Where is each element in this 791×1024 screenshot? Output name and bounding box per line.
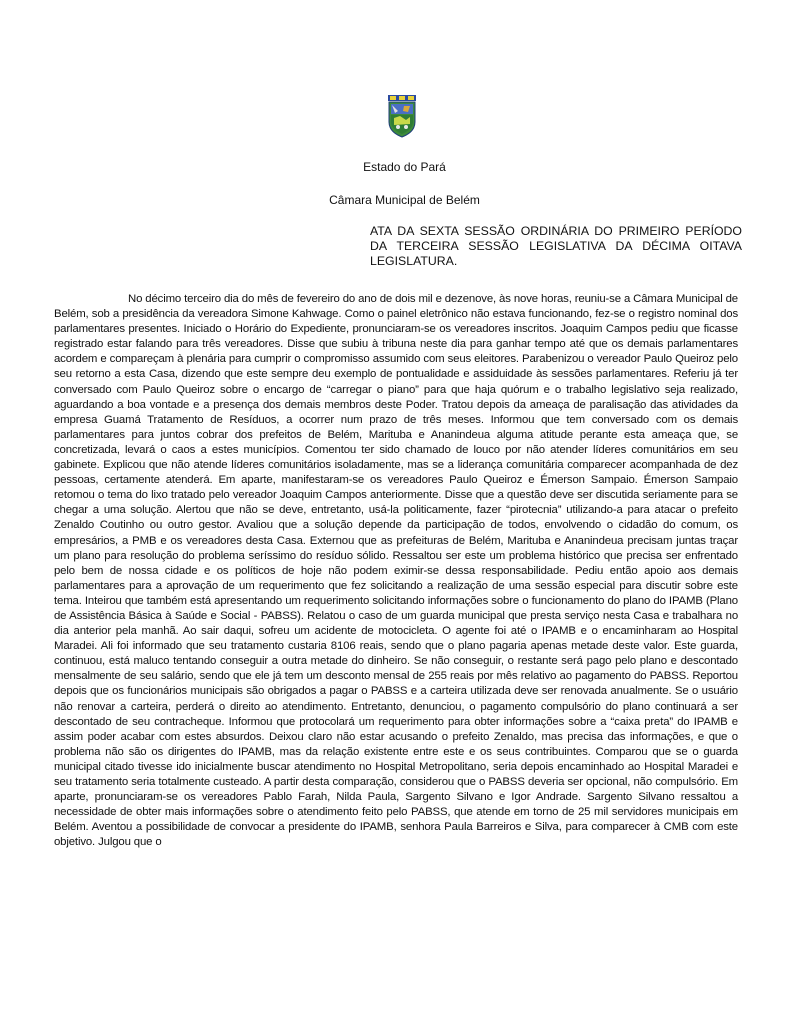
chamber-name: Câmara Municipal de Belém bbox=[329, 193, 480, 207]
document-title: ATA DA SEXTA SESSÃO ORDINÁRIA DO PRIMEIRO PERÍODO DA TERCEIRA SESSÃO LEGISLATIVA DA DÉCIMA OITAVA LEGISLATURA. bbox=[370, 224, 742, 268]
coat-of-arms-icon bbox=[386, 94, 418, 138]
state-name: Estado do Pará bbox=[363, 160, 446, 174]
minutes-paragraph: No décimo terceiro dia do mês de fevereiro do ano de dois mil e dezenove, às nove horas, reuniu-se a Câmara Municipal de Belém, sob a presidência da vereadora Simone Kahwage. Como o painel eletrônico não estava funcionando, fez-se o registro nominal dos parlamentares presentes. Iniciado o Horário do Expediente, pronunciaram-se os vereadores inscritos. Joaquim Campos pediu que ficasse registrado estar falando para três vereadores. Disse que subiu à tribuna neste dia para ganhar tempo até que os demais parlamentares acordem e compareçam à plenária para cumprir o compromisso assumido com seus eleitores. Parabenizou o vereador Paulo Queiroz pelo seu retorno a esta Casa, dizendo que este sempre deu exemplo de pontualidade e assiduidade às sessões parlamentares. Referiu já ter conversado com Paulo Queiroz sobre o encargo de “carregar o piano” para que haja quórum e o trabalho legislativo seja realizado, aguardando a boa vontade e a presença dos demais membros deste Poder. Tratou depois da ameaça de paralisação das atividades da empresa Guamá Tratamento de Resíduos, a ocorrer num prazo de três meses. Informou que tem conversado com os demais parlamentares para juntos cobrar dos prefeitos de Belém, Marituba e Ananindeua alguma atitude perante esta ameaça que, se concretizada, levará o caos a estes municípios. Comentou ter sido chamado de louco por não atender líderes comunitários em seu gabinete. Explicou que não atende líderes comunitários isoladamente, mas se a liderança comunitária comparecer acompanhada de dez pessoas, certamente atenderá. Em aparte, manifestaram-se os vereadores Paulo Queiroz e Émerson Sampaio. Émerson Sampaio retomou o tema do lixo tratado pelo vereador Joaquim Campos anteriormente. Disse que a questão deve ser discutida seriamente para se chegar a uma solução. Alertou que não se deve, entretanto, usá-la politicamente, fazer “pirotecnia” utilizando-a para atacar o prefeito Zenaldo Coutinho ou outro gestor. Avaliou que a solução depende da participação de todos, envolvendo o cidadão do comum, os empresários, a PMB e os vereadores desta Casa. Externou que as prefeituras de Belém, Marituba e Ananindeua precisam juntas traçar um plano para resolução do problema seríssimo do resíduo sólido. Ressaltou ser este um problema histórico que precisa ser enfrentado pelo bem de nossa cidade e os políticos de hoje não podem eximir-se dessa responsabilidade. Pediu então apoio aos demais parlamentares para a aprovação de um requerimento que fez solicitando a realização de uma sessão especial para discutir sobre este tema. Inteirou que também está apresentando um requerimento solicitando informações sobre o funcionamento do plano do IPAMB (Plano de Assistência Básica à Saúde e Social - PABSS). Relatou o caso de um guarda municipal que presta serviço nesta Casa e trabalhara no dia anterior pela manhã. Ao sair daqui, sofreu um acidente de motocicleta. O agente foi até o IPAMB e o encaminharam ao Hospital Maradei. Ali foi informado que seu tratamento custaria 8106 reais, sendo que o plano pagaria apenas metade deste valor. Este guarda, continuou, está maluco tentando conseguir a outra metade do dinheiro. Se não conseguir, o restante será pago pelo plano e descontado mensalmente de seu salário, sendo que ele já tem um desconto mensal de 255 reais por mês relativo ao pagamento do PABSS. Reportou depois que os funcionários municipais são obrigados a pagar o PABSS e a carteira utilizada deve ser renovada anualmente. Se o usuário não renovar a carteira, perderá o direito ao atendimento. Entretanto, denunciou, o pagamento compulsório do plano continuará a ser descontado de seu contracheque. Informou que protocolará um requerimento para obter informações sobre a “caixa preta” do IPAMB e assim poder acabar com estes absurdos. Deixou claro não estar acusando o prefeito Zenaldo, mas precisa das informações, e que o problema não são os dirigentes do IPAMB, mas da relação existente entre este e os seus contribuintes. Comparou que se o guarda municipal citado tivesse ido inicialmente buscar atendimento no Hospital Metropolitano, seria depois encaminhado ao Hospital Maradei e seu tratamento seria totalmente custeado. A partir desta comparação, considerou que o PABSS deveria ser opcional, não compulsório. Em aparte, pronunciaram-se os vereadores Pablo Farah, Nilda Paula, Sargento Silvano e Igor Andrade. Sargento Silvano ressaltou a necessidade de obter mais informações sobre o atendimento feito pelo PABSS, que atende em torno de 25 mil servidores municipais em Belém. Aventou a possibilidade de convocar a presidente do IPAMB, senhora Paula Barreiros e Silva, para comparecer à CMB com este objetivo. Julgou que o bbox=[54, 293, 738, 849]
